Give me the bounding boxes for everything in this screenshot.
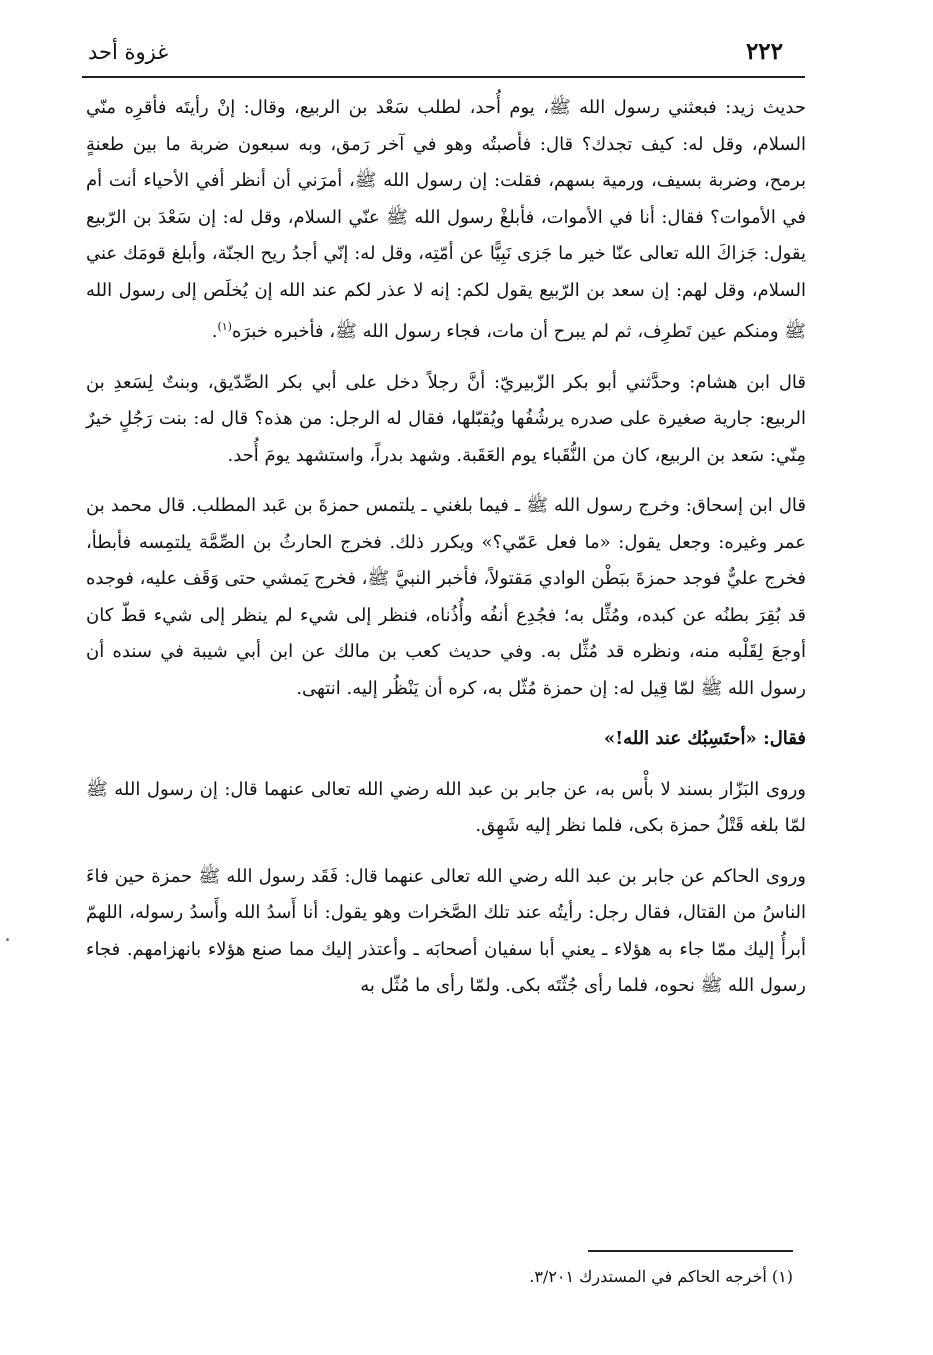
footnote-marker: (١) (217, 320, 232, 333)
paragraph-gap (86, 474, 806, 488)
page-number: ٢٢٢ (745, 38, 783, 65)
footnote: (١) أخرجه الحاكم في المستدرك ٣/٢٠١. (529, 1267, 793, 1286)
paragraph-quote: فقال: «أحتَسِبُك عند الله!» (603, 728, 806, 749)
footnote-rule (588, 1250, 793, 1252)
main-text (86, 90, 806, 1005)
header-rule (82, 76, 805, 78)
paragraph-ibn-hisham: قال ابن هشام: وحدَّثني أبو بكر الزّبيريّ: أنَّ رجلاً دخل على أبي بكر الصِّدّيق، وبنتٌ لِسَعدِ بن الربيع: جارية صغيرة على صدره يرشُفُها ويُقبّلها، فقال له الرجل: من هذه؟ قال له: بنت رَجُلٍ خيرٌ مِنّي: سَعد بن الربيع، كان من النُّقَباء يوم العَقَبة. وشهد بدراً، واستشهد يومَ أُحد. (86, 371, 806, 466)
paragraph-bazzar: وروى البَزّار بسند لا بأْس به، عن جابر بن عبد الله رضي الله تعالى عنهما قال: إن رسول الله ﷺ لمّا بلغه قَتْلُ حمزة بكى، فلما نظر إليه شَهِق. (86, 778, 807, 836)
paragraph-gap (86, 351, 806, 365)
paragraph-gap (86, 845, 806, 859)
paragraph-gap (86, 707, 806, 721)
running-header (88, 38, 783, 68)
paragraph-ibn-ishaq: قال ابن إسحاق: وخرج رسول الله ﷺ ـ فيما بلغني ـ يلتمس حمزةَ بن عَبد المطلب. قال محمد بن عمر وغيره: وجعل يقول: «ما فعل عَمّي؟» ويكرر ذلك. فخرج الحارثُ بن الصِّمَّة يلتمِسه فأبطأ، فخرج عليٌّ فوجد حمزةَ ببَطْن الوادي مَقتولاً، فأخبر النبيَّ ﷺ، فخرج يَمشي حتى وَقَف عليه، فوجده قد بُقِرَ بطنُه عن كبده، ومُثِّل به؛ فجُدِع أنفُه وأُذُناه، فنظر إلى شيء لم ينظر إلى شيء قطّ كان أوجعَ لِقَلْبه منه، ونظره قد مُثِّل به. وفي حديث كعب بن مالك عن ابن أبي شيبة في سنده أن رسول الله ﷺ لمّا قِيل له: إن حمزة مُثّل به، كره أن يَنْظُر إليه. انتهى. (86, 495, 806, 699)
paragraph-text: حديث زيد: فبعثني رسول الله ﷺ، يوم أُحد، لطلب سَعْد بن الربيع، وقال: إنْ رأيتَه فأقرِه منّي السلام، وقل له: كيف تجدك؟ قال: فأصبتُه وهو في آخر رَمق، وبه سبعون ضربة ما بين طعنةٍ برمح، وضربة بسيف، ورمية بسهم، فقلت: إن رسول الله ﷺ، أمرَني أن أنظر أفي الأحياء أنت أم في الأموات؟ فقال: أنا في الأموات، فأبلغْ رسول الله ﷺ عنّي السلام، وقل له: إن سَعْدَ بن الرّبيع يقول: جَزاكَ الله تعالى عنّا خير ما جَزى نَبِيًّا عن أمّتِه، وقل له: إنّي أجدُ ريح الجنّة، وأبلغ قومَك عني السلام، وقل لهم: إن سعد بن الرّبيع يقول لكم: إنه لا عذر لكم عند الله إن يُخلَص إلى رسول الله ﷺ ومنكم عين تَطرِف، ثم لم يبرح أن مات، فجاء رسول الله ﷺ، فأخبره خبرَه (86, 97, 806, 342)
paragraph-hakim: وروى الحاكم عن جابر بن عبد الله رضي الله تعالى عنهما قال: فَقَد رسول الله ﷺ حمزة حين فاءَ الناسُ من القتال، فقال رجل: رأيتُه عند تلك الصَّخرات وهو يقول: أنا أَسدُ الله وأَسدُ رسوله، اللهمّ أبرأُ إليك ممّا جاء به هؤلاء ـ يعني أبا سفيان أصحابَه ـ وأعتذر إليك مما صنع هؤلاء بانهزامهم. فجاء رسول الله ﷺ نحوه، فلما رأى جُثّتَه بكى. ولمّا رأى ما مُثّل به (86, 865, 806, 996)
paragraph-zayd-hadith: حديث زيد: فبعثني رسول الله ﷺ، يوم أُحد، لطلب سَعْد بن الربيع، وقال: إنْ رأيتَه فأقرِه منّي السلام، وقل له: كيف تجدك؟ قال: فأصبتُه وهو في آخر رَمق، وبه سبعون ضربة ما بين طعنةٍ برمح، وضربة بسيف، ورمية بسهم، فقلت: إن رسول الله ﷺ، أمرَني أن أنظر أفي الأحياء أنت أم في الأموات؟ فقال: أنا في الأموات، فأبلغْ رسول الله ﷺ عنّي السلام، وقل له: إن سَعْدَ بن الرّبيع يقول: جَزاكَ الله تعالى عنّا خير ما جَزى نَبِيًّا عن أمّتِه، وقل له: إنّي أجدُ ريح الجنّة، وأبلغ قومَك عني السلام، وقل لهم: إن سعد بن الرّبيع يقول لكم: إنه لا عذر لكم عند الله إن يُخلَص إلى رسول الله ﷺ ومنكم عين تَطرِف، ثم لم يبرح أن مات، فجاء رسول الله ﷺ، فأخبره خبرَه$^{(١)}$. (86, 97, 806, 342)
margin-speck (6, 938, 9, 941)
paragraph-gap (86, 758, 806, 772)
chapter-title: غزوة أحد (88, 40, 169, 64)
